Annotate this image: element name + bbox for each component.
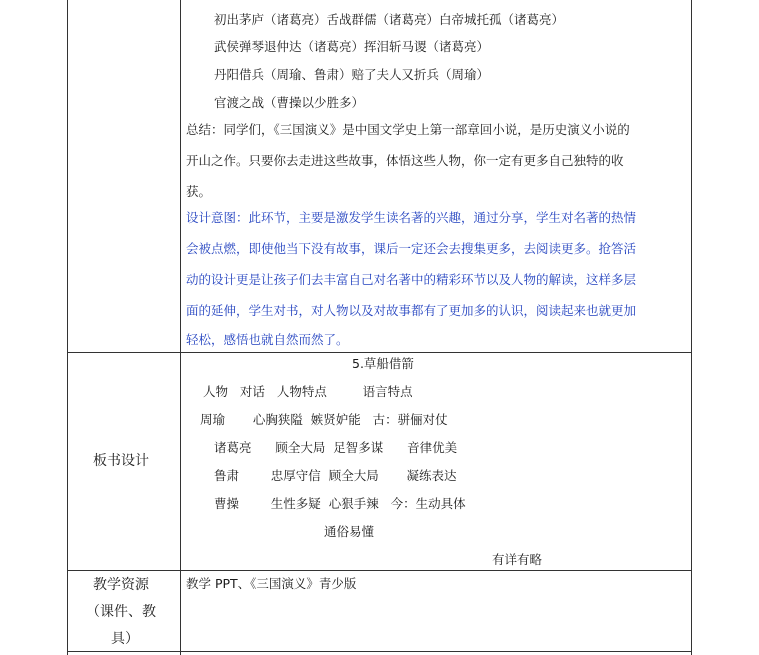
board-row: 周瑜 心胸狭隘 嫉贤妒能 古：骈俪对仗 (200, 412, 448, 427)
board-row: 鲁肃 忠厚守信 顾全大局 凝练表达 (214, 468, 457, 483)
summary-line: 开山之作。只要你去走进这些故事，体悟这些人物，你一定有更多自己独特的收 (186, 153, 624, 168)
table-column-divider (180, 0, 181, 655)
design-intent-line: 轻松，感悟也就自然而然了。 (186, 332, 349, 347)
board-title: 5.草船借箭 (352, 356, 414, 371)
table-border-right (691, 0, 692, 655)
resources-label-line: （课件、教 (86, 604, 156, 620)
resources-label-line: 教学资源 (93, 577, 149, 593)
board-design-label: 板书设计 (93, 453, 149, 469)
board-extra: 通俗易懂 (324, 524, 375, 539)
table-border-left (67, 0, 68, 655)
story-line: 官渡之战（曹操以少胜多） (214, 95, 365, 110)
board-row: 曹操 生性多疑 心狠手辣 今：生动具体 (214, 496, 466, 511)
design-intent-line: 设计意图：此环节，主要是激发学生读名著的兴趣，通过分享，学生对名著的热情 (186, 210, 637, 225)
design-intent-line: 面的延伸，学生对书，对人物以及对故事都有了更加多的认识，阅读起来也就更加 (186, 303, 637, 318)
board-extra: 有详有略 (492, 552, 543, 567)
summary-line: 获。 (186, 184, 212, 199)
resources-label-line: 具） (111, 631, 139, 647)
design-intent-line: 会被点燃，即使他当下没有故事，课后一定还会去搜集更多，去阅读更多。抢答活 (186, 241, 637, 256)
story-line: 初出茅庐（诸葛亮）舌战群儒（诸葛亮）白帝城托孤（诸葛亮） (214, 12, 565, 27)
story-line: 武侯弹琴退仲达（诸葛亮）挥泪斩马谡（诸葛亮） (214, 39, 490, 54)
board-row: 诸葛亮 顾全大局 足智多谋 音律优美 (214, 440, 458, 455)
row-divider-1 (67, 352, 692, 353)
row-divider-2 (67, 570, 692, 571)
board-header: 人物 对话 人物特点 语言特点 (203, 384, 413, 399)
summary-line: 总结：同学们，《三国演义》是中国文学史上第一部章回小说，是历史演义小说的 (186, 122, 630, 137)
table-border-bottom (67, 651, 692, 652)
resources-value: 教学 PPT、《三国演义》青少版 (186, 576, 357, 591)
story-line: 丹阳借兵（周瑜、鲁肃）赔了夫人又折兵（周瑜） (214, 67, 490, 82)
design-intent-line: 动的设计更是让孩子们去丰富自己对名著中的精彩环节以及人物的解读，这样多层 (186, 272, 637, 287)
